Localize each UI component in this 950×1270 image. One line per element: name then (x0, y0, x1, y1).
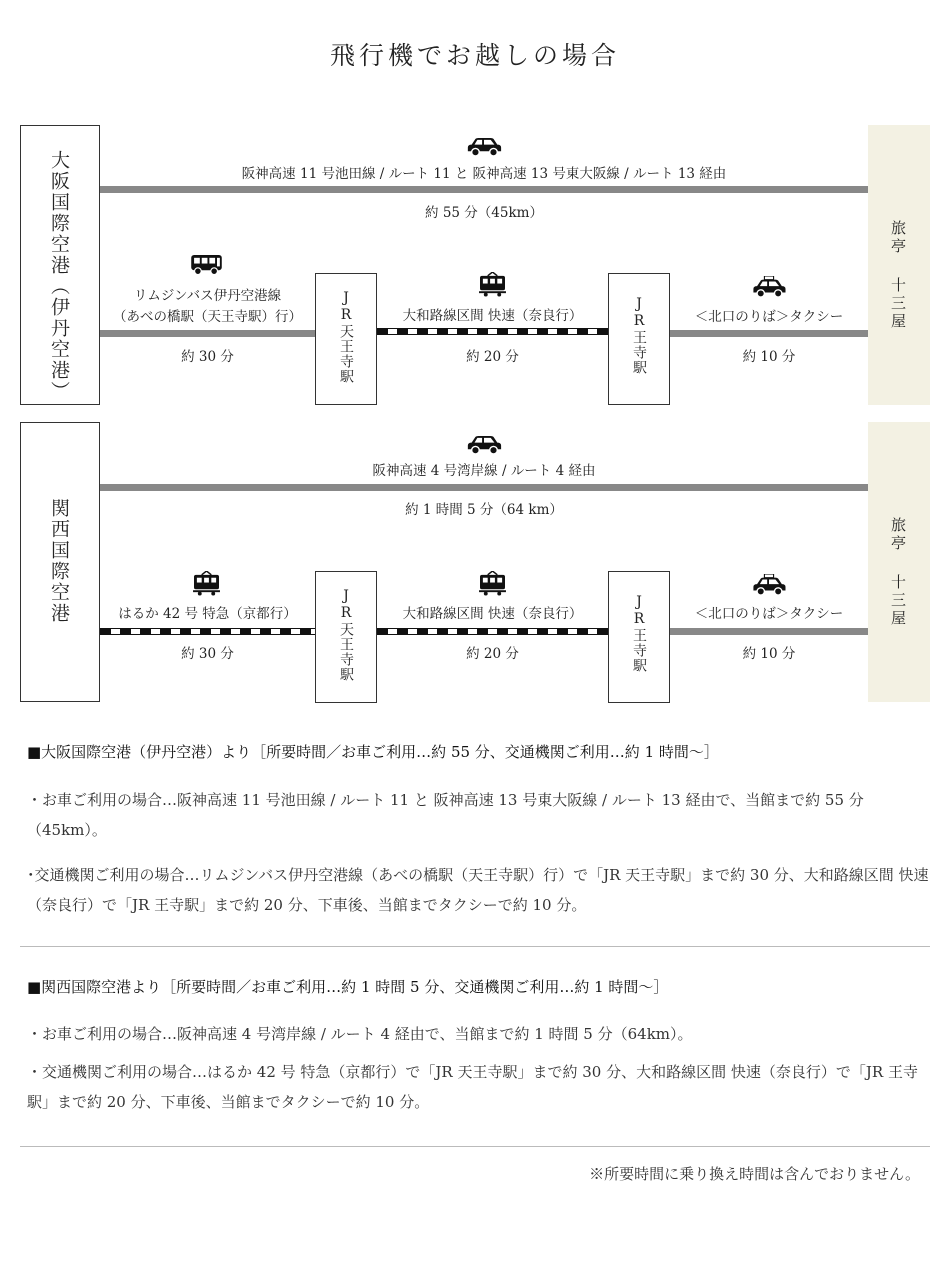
destination-label: 旅亭 十三屋 (889, 220, 907, 331)
taxi-time-label: 約 10 分 (742, 349, 796, 365)
bus-icon (190, 254, 223, 275)
station-box-oji (608, 571, 670, 703)
kansai-section-heading: ■関西国際空港より［所要時間／お車ご利用…約 1 時間 5 分、交通機関ご利用…約 1 時間〜］ (27, 978, 669, 996)
car-route-line (100, 186, 868, 193)
taxi-icon (750, 574, 788, 596)
bus-route-label-2: （あべの橋駅（天王寺駅）行） (113, 309, 302, 325)
train-icon (192, 571, 221, 596)
train-route-line (377, 628, 608, 635)
page-title: 飛行機でお越しの場合 (329, 41, 620, 70)
station-label-tennoji: JR天王寺駅 (338, 588, 354, 682)
kansai-transit-description: ・交通機関ご利用の場合…はるか 42 号 特急（京都行）で「JR 天王寺駅」まで約 30 分、大和路線区間 快速（奈良行）で「JR 王寺駅」まで約 20 分、下車後、当館までタクシーで約 10 分。 (27, 1063, 918, 1111)
section-divider (20, 1146, 930, 1147)
bus-route-line (100, 330, 315, 337)
car-route-label: 阪神高速 4 号湾岸線 / ルート 4 経由 (372, 463, 596, 479)
train-time-label: 約 20 分 (466, 349, 519, 365)
station-label-oji: JR王寺駅 (631, 594, 647, 673)
bus-time-label: 約 30 分 (181, 349, 234, 365)
station-box-tennoji (315, 571, 377, 703)
car-route-line (100, 484, 868, 491)
kansai-car-description: ・お車ご利用の場合…阪神高速 4 号湾岸線 / ルート 4 経由で、当館まで約 1 時間 5 分（64km）。 (27, 1025, 693, 1043)
station-box-oji (608, 273, 670, 405)
train-time-label: 約 20 分 (466, 646, 519, 662)
origin-box-itami (20, 125, 100, 405)
train-icon (478, 571, 507, 596)
train-route-label: 大和路線区間 快速（奈良行） (402, 606, 583, 622)
car-time-label: 約 1 時間 5 分（64 km） (405, 502, 563, 518)
express-route-line (100, 628, 315, 635)
taxi-route-label: ＜北口のりば＞タクシー (694, 309, 844, 325)
taxi-route-line (670, 628, 868, 635)
express-route-label: はるか 42 号 特急（京都行） (118, 606, 297, 622)
taxi-route-line (670, 330, 868, 337)
taxi-route-label: ＜北口のりば＞タクシー (694, 606, 844, 622)
origin-label-kansai: 関西国際空港 (48, 498, 70, 624)
train-route-line (377, 328, 608, 335)
destination-panel (868, 422, 930, 702)
station-box-tennoji (315, 273, 377, 405)
express-time-label: 約 30 分 (181, 646, 234, 662)
car-route-label: 阪神高速 11 号池田線 / ルート 11 と 阪神高速 13 号東大阪線 / ルート 13 経由 (241, 166, 727, 182)
train-route-label: 大和路線区間 快速（奈良行） (402, 308, 583, 324)
destination-panel (868, 125, 930, 405)
car-icon (465, 136, 503, 157)
taxi-icon (750, 276, 788, 298)
itami-car-description: ・お車ご利用の場合…阪神高速 11 号池田線 / ルート 11 と 阪神高速 13 号東大阪線 / ルート 13 経由で、当館まで約 55 分（45km）。 (27, 791, 864, 839)
section-divider (20, 946, 930, 947)
station-label-tennoji: JR天王寺駅 (338, 290, 354, 384)
bus-route-label-1: リムジンバス伊丹空港線 (133, 288, 282, 304)
car-time-label: 約 55 分（45km） (425, 205, 543, 221)
footnote: ※所要時間に乗り換え時間は含んでおりません。 (589, 1165, 920, 1183)
itami-transit-description: ･交通機関ご利用の場合…リムジンバス伊丹空港線（あべの橋駅（天王寺駅）行）で「JR 天王寺駅」まで約 30 分、大和路線区間 快速（奈良行）で「JR 王寺駅」まで約 20 分、下車後、当館までタクシーで約 10 分。 (27, 866, 929, 914)
taxi-time-label: 約 10 分 (742, 646, 796, 662)
car-icon (465, 434, 503, 455)
itami-section-heading: ■大阪国際空港（伊丹空港）より［所要時間／お車ご利用…約 55 分、交通機関ご利用…約 1 時間〜］ (27, 743, 719, 761)
destination-label: 旅亭 十三屋 (889, 517, 907, 628)
origin-label-itami: 大阪国際空港（伊丹空港） (48, 150, 70, 402)
origin-box-kansai (20, 422, 100, 702)
train-icon (478, 272, 507, 297)
station-label-oji: JR王寺駅 (631, 296, 647, 375)
